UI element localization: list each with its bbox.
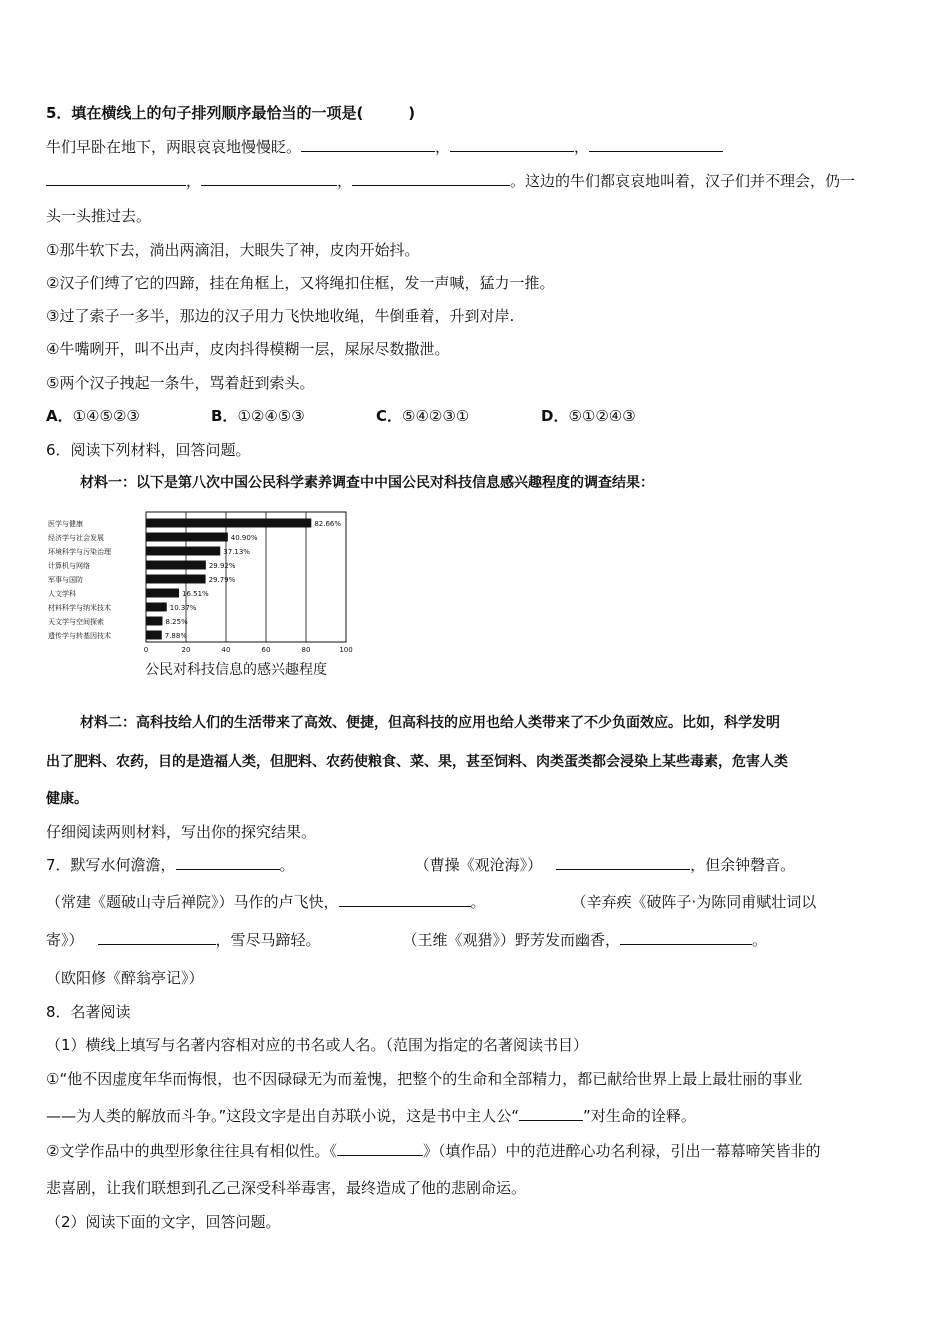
q5-item-2: ②汉子们缚了它的四蹄，挂在角框上，又将绳扣住框，发一声喊，猛力一推。 [46,274,555,292]
q5-sentence-start: 牛们早卧在地下，两眼哀哀地慢慢眨。 [46,138,302,156]
q6-material-2-line3: 健康。 [46,791,88,807]
data-label: 29.92% [208,562,236,570]
q8-item1-line1: ①“他不因虚度年华而悔恨，也不因碌碌无为而羞愧，把整个的生命和全部精力，都已献给世界上最上最壮丽的事业 [46,1070,803,1088]
answer-blank[interactable] [339,892,471,907]
q8-item1-line2: ——为人类的解放而斗争。”这段文字是出自苏联小说，这是书中主人公“ ”对生命的诠释。 [46,1107,696,1125]
q5-stem: 5．填在横线上的句子排列顺序最恰当的一项是( ) [46,104,416,122]
x-tick-label: 20 [181,646,191,654]
answer-blank[interactable] [201,171,337,186]
bar [146,547,220,556]
q8-part2: （2）阅读下面的文字，回答问题。 [46,1213,281,1231]
data-label: 16.51% [182,590,209,598]
category-label: 天文学与空间探索 [48,618,104,626]
x-tick-label: 0 [143,646,149,654]
q6-stem: 6．阅读下列材料，回答问题。 [46,441,251,459]
q5-item-1: ①那牛软下去，淌出两滴泪，大眼失了神，皮肉开始抖。 [46,241,420,259]
q5-line2: ， ， 。这边的牛们都哀哀地叫着，汉子们并不理会，仍一 [46,171,855,191]
category-label: 军事与国防 [48,576,83,584]
answer-blank[interactable] [176,855,280,870]
option-a[interactable]: A．①④⑤②③ [46,407,140,425]
x-tick-label: 40 [221,646,231,654]
q6-material-2-line1: 材料二：高科技给人们的生活带来了高效、便捷，但高科技的应用也给人类带来了不少负面效应。比如，科学发明 [80,715,780,731]
data-label: 37.13% [223,548,250,556]
q5-item-5: ⑤两个汉子拽起一条牛，骂着赶到索头。 [46,374,315,392]
q8-item2-line2: 悲喜剧，让我们联想到孔乙己深受科举毒害，最终造成了他的悲剧命运。 [46,1179,527,1197]
bar [146,617,163,626]
q5-line1: 牛们早卧在地下，两眼哀哀地慢慢眨。 ， ， [46,137,723,157]
bar [146,533,228,542]
x-tick-label: 100 [339,646,353,654]
q5-options [46,406,636,426]
answer-blank[interactable] [98,930,216,945]
answer-blank[interactable] [352,171,510,186]
q5-item-4: ④牛嘴咧开，叫不出声，皮肉抖得模糊一层，屎尿尽数撒泄。 [46,340,450,358]
answer-blank[interactable] [337,1141,423,1156]
data-label: 82.66% [314,520,342,528]
category-label: 人文学科 [48,590,76,598]
q8-item2-line1: ②文学作品中的典型形象往往具有相似性。《 》（填作品）中的范进醉心功名利禄，引出一幕幕啼笑皆非的 [46,1142,821,1160]
category-label: 经济学与社会发展 [48,534,104,542]
q8-part1: （1）横线上填写与名著内容相对应的书名或人名。（范围为指定的名著阅读书目） [46,1036,589,1054]
q7-line1: 7．默写水何澹澹， 。 （曹操《观沧海》） ，但余钟磬音。 [46,856,796,874]
option-d[interactable]: D．⑤①②④③ [541,407,636,425]
q7-line4: （欧阳修《醉翁亭记》） [46,969,204,987]
answer-blank[interactable] [450,137,574,152]
option-b[interactable]: B．①②④⑤③ [211,407,305,425]
q5-line3: 头一头推过去。 [46,207,152,225]
category-label: 材料科学与纳米技术 [48,604,111,612]
bar [146,575,206,584]
category-label: 遗传学与转基因技术 [48,632,111,640]
category-label: 计算机与网络 [48,562,90,570]
answer-blank[interactable] [620,930,752,945]
data-label: 7.88% [164,632,188,640]
bar [146,561,206,570]
q6-material-2-line2: 出了肥料、农药，目的是造福人类，但肥料、农药使粮食、菜、果，甚至饲料、肉类蛋类都会浸染上某些毒素，危害人类 [46,754,788,770]
chart-title: 公民对科技信息的感兴趣程度 [145,662,327,678]
data-label: 29.79% [208,576,236,584]
data-label: 40.90% [230,534,258,542]
q7-line3: 寄》） ，雪尽马蹄轻。 （王维《观猎》）野芳发而幽香， 。 [46,931,768,949]
answer-blank[interactable] [556,855,690,870]
option-c[interactable]: C．⑤④②③① [376,407,470,425]
q6-task: 仔细阅读两则材料，写出你的探究结果。 [46,823,317,841]
answer-blank[interactable] [589,137,723,152]
answer-blank[interactable] [301,137,435,152]
bar [146,603,167,612]
answer-blank[interactable] [46,171,186,186]
interest-bar-chart [46,503,356,683]
q8-stem: 8．名著阅读 [46,1003,131,1021]
category-label: 医学与健康 [48,520,83,528]
data-label: 8.25% [165,618,188,626]
data-label: 10.37% [169,604,197,612]
bar [146,589,179,598]
q5-item-3: ③过了索子一多半，那边的汉子用力飞快地收绳，牛倒垂着，升到对岸. [46,307,515,325]
category-label: 环境科学与污染治理 [48,548,111,556]
x-tick-label: 60 [261,646,271,654]
x-tick-label: 80 [301,646,311,654]
q7-line2: （常建《题破山寺后禅院》）马作的卢飞快， 。 （辛弃疾《破阵子·为陈同甫赋壮词以 [46,893,817,911]
q6-material-1: 材料一：以下是第八次中国公民科学素养调查中中国公民对科技信息感兴趣程度的调查结果： [80,475,654,491]
bar [146,631,162,640]
answer-blank[interactable] [519,1106,583,1121]
bar [146,519,311,528]
